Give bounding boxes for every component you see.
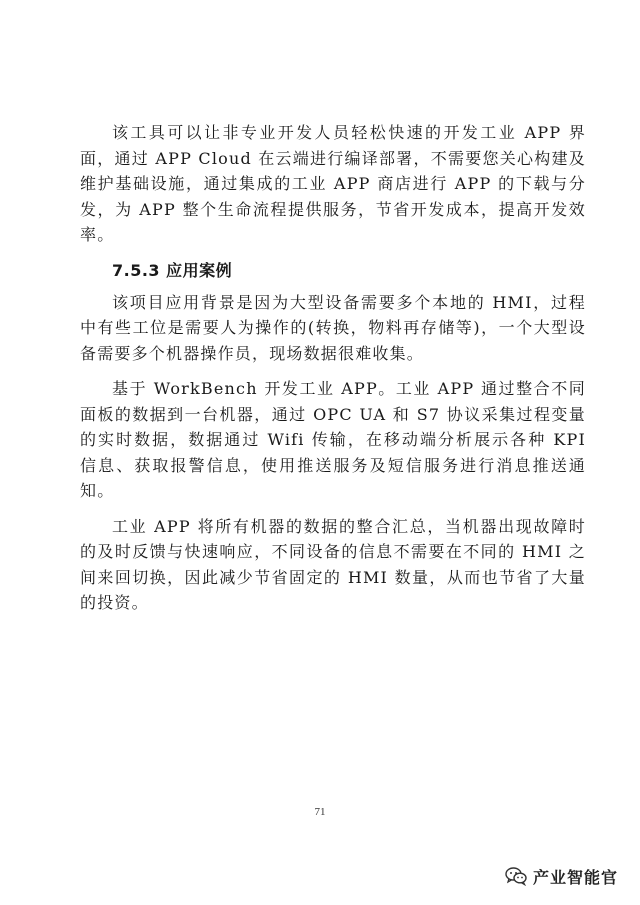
wechat-icon — [505, 866, 527, 886]
paragraph: 基于 WorkBench 开发工业 APP。工业 APP 通过整合不同面板的数据到一台机器，通过 OPC UA 和 S7 协议采集过程变量的实时数据，数据通过 Wifi 传输，在移动端分析展示各种 KPI 信息、获取报警信息，使用推送服务及短信服务进行消息推送通知。 — [80, 379, 586, 500]
document-body — [80, 120, 586, 626]
paragraph: 该工具可以让非专业开发人员轻松快速的开发工业 APP 界面，通过 APP Cloud 在云端进行编译部署，不需要您关心构建及维护基础设施，通过集成的工业 APP 商店进行 APP 的下载与分发，为 APP 整个生命流程提供服务，节省开发成本，提高开发效率。 — [80, 123, 586, 244]
page-number: 71 — [314, 806, 326, 818]
paragraph: 工业 APP 将所有机器的数据的整合汇总，当机器出现故障时的及时反馈与快速响应，不同设备的信息不需要在不同的 HMI 之间来回切换，因此减少节省固定的 HMI 数量，从而也节省了大量的投资。 — [80, 516, 586, 612]
watermark — [505, 863, 618, 889]
watermark-text: 产业智能官 — [532, 867, 618, 887]
paragraph: 该项目应用背景是因为大型设备需要多个本地的 HMI，过程中有些工位是需要人为操作的(转换，物料再存储等)，一个大型设备需要多个机器操作员，现场数据很难收集。 — [80, 292, 586, 363]
section-heading: 7.5.3 应用案例 — [112, 260, 233, 280]
